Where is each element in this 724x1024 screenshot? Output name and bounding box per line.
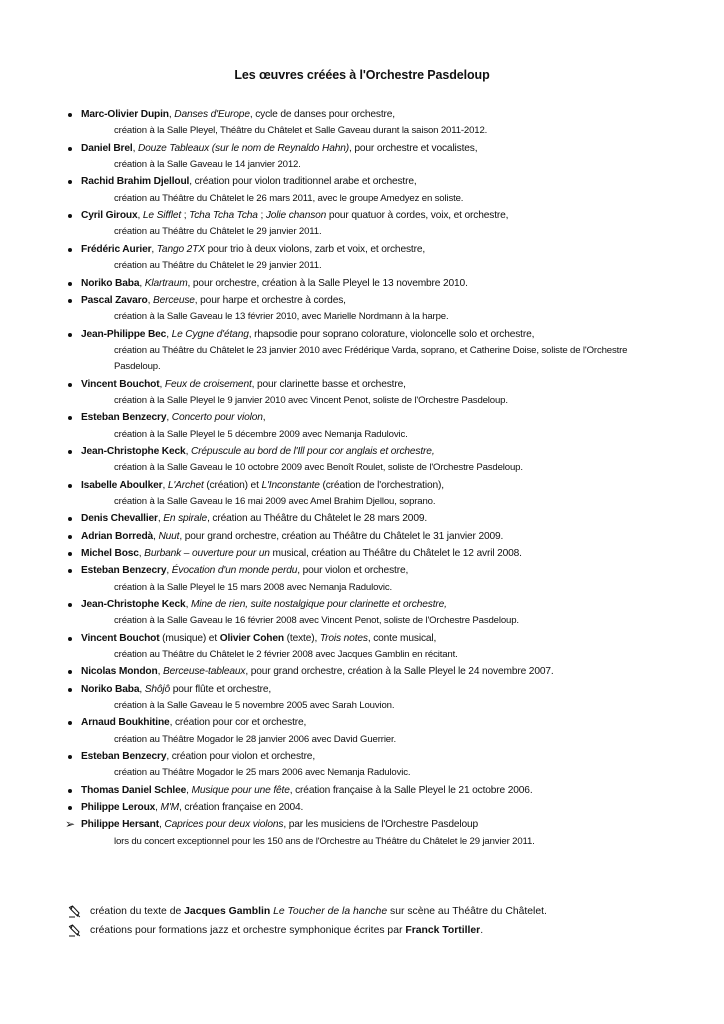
entry-detail: création au Théâtre Mogador le 25 mars 2006 avec Nemanja Radulovic. (114, 767, 411, 779)
work-title: Caprices pour deux violons (164, 819, 284, 831)
text-run: , pour violon et orchestre, (297, 565, 409, 577)
text-run: , (166, 328, 172, 340)
work-title: Le Toucher de la hanche (273, 906, 388, 917)
text-run: , (153, 530, 159, 542)
list-item (64, 714, 704, 748)
entry-heading (81, 106, 704, 123)
work-title: En spirale (163, 513, 208, 525)
footer-note (64, 902, 704, 921)
entry-detail: lors du concert exceptionnel pour les 150 ans de l'Orchestre au Théâtre du Châtelet le 29 janvier 2011. (114, 835, 535, 847)
entry-detail: création à la Salle Gaveau le 16 mai 2009 avec Amel Brahim Djellou, soprano. (114, 496, 436, 508)
text-run: , création pour violon et orchestre, (166, 751, 316, 763)
list-item (64, 748, 704, 782)
person-name: Jean-Philippe Bec (81, 328, 167, 340)
work-title: Shôjô (144, 683, 171, 695)
text-run: créations pour formations jazz et orchestre symphonique écrites par (90, 925, 406, 936)
person-name: Vincent Bouchot (81, 378, 160, 390)
work-title: Crépuscule au bord de l'Ill pour cor anglais et orchestre, (190, 446, 435, 458)
list-item (64, 799, 704, 816)
text-run: pour trio à deux violons, zarb et voix, et orchestre, (204, 243, 426, 255)
text-run: , (151, 243, 157, 255)
text-run: , (166, 412, 172, 424)
list-item (64, 528, 704, 545)
person-name: Olivier Cohen (219, 632, 284, 644)
footer-notes (64, 902, 704, 940)
person-name: Daniel Brel (81, 142, 133, 154)
text-run: , (157, 513, 164, 525)
list-item (64, 173, 704, 207)
person-name: Frédéric Aurier (81, 243, 152, 255)
entry-detail: création à la Salle Pleyel, Théâtre du Châtelet et Salle Gaveau durant la saison 2011-2012. (114, 125, 488, 137)
list-item (64, 292, 704, 326)
work-title: Tcha Tcha Tcha (189, 210, 258, 222)
text-run: , rhapsodie pour soprano colorature, violoncelle solo et orchestre, (248, 328, 535, 340)
text-run: ; (181, 210, 190, 222)
person-name: Jean-Christophe Keck (81, 599, 186, 611)
entry-heading (81, 545, 704, 562)
person-name: Esteban Benzecry (81, 565, 167, 577)
list-item (64, 409, 704, 443)
text-run: , (138, 548, 145, 560)
person-name: Franck Tortiller (405, 925, 481, 936)
list-item (64, 510, 704, 527)
text-run: (texte), (283, 632, 320, 644)
text-run: , (159, 819, 165, 831)
text-run: , (139, 683, 145, 695)
pen-icon (68, 924, 81, 937)
list-item (64, 663, 704, 680)
text-run: , pour clarinette basse et orchestre, (251, 378, 406, 390)
entry-detail: création au Théâtre du Châtelet le 23 janvier 2010 avec Frédérique Varda, soprano, et Catherine Doise, soliste de l'Orchestre Pasdeloup. (114, 344, 628, 373)
works-list (64, 106, 704, 850)
entry-heading (81, 596, 704, 613)
person-name: Cyril Giroux (81, 210, 138, 222)
text-run: , (137, 210, 143, 222)
work-title: Trois notes (319, 632, 368, 644)
entry-heading (81, 443, 704, 460)
person-name: Philippe Leroux (81, 802, 156, 814)
entry-heading (81, 714, 704, 731)
work-title: Berceuse-tableaux (162, 666, 246, 678)
entry-detail: création à la Salle Gaveau le 5 novembre 2005 avec Sarah Louvion. (114, 700, 395, 712)
work-title: M'M (160, 802, 180, 814)
list-item (64, 443, 704, 477)
entry-heading (81, 376, 704, 393)
text-run: , (147, 294, 153, 306)
list-item (64, 140, 704, 174)
text-run: , création française en 2004. (179, 802, 304, 814)
person-name: Denis Chevallier (81, 513, 158, 525)
text-run: , création française à la Salle Pleyel le 21 octobre 2006. (289, 784, 533, 796)
work-title: L'Archet (167, 479, 204, 491)
work-title: Évocation d'un monde perdu (171, 565, 298, 577)
footer-note (64, 921, 704, 940)
entry-heading (81, 173, 704, 190)
text-run: , conte musical, (367, 632, 437, 644)
text-run: , par les musiciens de l'Orchestre Pasdeloup (283, 819, 479, 831)
entry-detail: création à la Salle Pleyel le 9 janvier 2010 avec Vincent Penot, soliste de l'Orchestre Pasdeloup. (114, 394, 508, 406)
text-run: musical, création au Théâtre du Châtelet le 12 avril 2008. (269, 548, 522, 560)
text-run: , (186, 784, 192, 796)
work-title: Burbank – ouverture pour un (144, 548, 270, 560)
entry-heading (81, 510, 704, 527)
work-title: Feux de croisement (164, 378, 252, 390)
person-name: Philippe Hersant (81, 819, 159, 831)
entry-heading (81, 326, 704, 343)
entry-heading (81, 748, 704, 765)
entry-detail: création à la Salle Gaveau le 14 janvier 2012. (114, 159, 301, 170)
text-run: , (185, 599, 191, 611)
entry-heading (81, 292, 704, 309)
work-title: L'Inconstante (261, 479, 320, 491)
text-run: , pour grand orchestre, création au Théâtre du Châtelet le 31 janvier 2009. (179, 530, 504, 542)
text-run: , création pour cor et orchestre, (169, 717, 307, 729)
text-run: , (155, 802, 161, 814)
person-name: Isabelle Aboulker (81, 479, 163, 491)
list-item (64, 816, 704, 850)
text-run: sur scène au Théâtre du Châtelet. (387, 906, 547, 917)
text-run: . (480, 925, 484, 936)
work-title: Mine de rien, suite nostalgique pour clarinette et orchestre, (190, 599, 447, 611)
work-title: Le Sifflet (142, 210, 182, 222)
work-title: Le Cygne d'étang (171, 328, 249, 340)
entry-heading (81, 241, 704, 258)
entry-detail: création à la Salle Pleyel le 5 décembre 2009 avec Nemanja Radulovic. (114, 428, 408, 440)
entry-heading (81, 207, 704, 224)
entry-heading (81, 782, 704, 799)
text-run: ; (257, 210, 266, 222)
page-title: Les œuvres créées à l'Orchestre Pasdeloup (234, 68, 490, 82)
list-item (64, 275, 704, 292)
list-item (64, 376, 704, 410)
text-run: pour flûte et orchestre, (170, 683, 272, 695)
person-name: Esteban Benzecry (81, 412, 167, 424)
person-name: Marc-Olivier Dupin (81, 109, 169, 120)
text-run: , pour grand orchestre, création à la Salle Pleyel le 24 novembre 2007. (245, 666, 554, 678)
entry-heading (81, 477, 704, 494)
person-name: Adrian Borredà (81, 530, 154, 542)
work-title: Tango 2TX (156, 243, 205, 255)
arrow-bullet-icon: ➢ (65, 817, 75, 832)
text-run: pour quatuor à cordes, voix, et orchestre, (326, 210, 509, 222)
list-item (64, 477, 704, 511)
entry-detail: création au Théâtre du Châtelet le 29 janvier 2011. (114, 226, 322, 238)
list-item (64, 545, 704, 562)
text-run: , cycle de danses pour orchestre, (249, 109, 395, 120)
pen-icon (68, 905, 81, 918)
entry-heading (81, 409, 704, 426)
person-name: Jacques Gamblin (184, 906, 271, 917)
text-run: (création de l'orchestration), (319, 479, 444, 491)
person-name: Arnaud Boukhitine (81, 717, 170, 729)
list-item (64, 241, 704, 275)
entry-heading (81, 528, 704, 545)
person-name: Nicolas Mondon (81, 666, 158, 678)
text-run: , (132, 142, 138, 154)
person-name: Vincent Bouchot (81, 632, 160, 644)
entry-heading (81, 140, 704, 157)
text-run: , (162, 479, 168, 491)
work-title: Berceuse (152, 294, 195, 306)
work-title: Nuut (158, 530, 180, 542)
work-title: Danses d'Europe (174, 109, 250, 120)
list-item (64, 562, 704, 596)
text-run: , (168, 109, 175, 120)
text-run: , création au Théâtre du Châtelet le 28 mars 2009. (207, 513, 428, 525)
work-title: Concerto pour violon (171, 412, 263, 424)
entry-detail: création à la Salle Pleyel le 15 mars 2008 avec Nemanja Radulovic. (114, 581, 393, 593)
entry-detail: création au Théâtre Mogador le 28 janvier 2006 avec David Guerrier. (114, 733, 397, 745)
text-run: , pour harpe et orchestre à cordes, (194, 294, 346, 306)
person-name: Noriko Baba (81, 277, 140, 289)
list-item (64, 630, 704, 664)
text-run: création du texte de (90, 906, 185, 917)
entry-heading (81, 816, 704, 833)
text-run: , (139, 277, 145, 289)
work-title: Douze Tableaux (sur le nom de Reynaldo Hahn) (137, 142, 350, 154)
text-run: , (157, 666, 163, 678)
list-item (64, 106, 704, 140)
entry-heading (81, 799, 704, 816)
entry-heading (81, 663, 704, 680)
list-item (64, 782, 704, 799)
entry-detail: création à la Salle Gaveau le 13 février 2010, avec Marielle Nordmann à la harpe. (114, 311, 449, 323)
text-run: , (185, 446, 191, 458)
text-run: , pour orchestre et vocalistes, (349, 142, 478, 154)
entry-detail: création au Théâtre du Châtelet le 29 janvier 2011. (114, 260, 322, 272)
list-item (64, 326, 704, 376)
work-title: Jolie chanson (265, 210, 327, 222)
person-name: Esteban Benzecry (81, 751, 167, 763)
person-name: Pascal Zavaro (81, 294, 148, 306)
list-item (64, 596, 704, 630)
person-name: Rachid Brahim Djelloul (81, 176, 190, 188)
entry-heading (81, 681, 704, 698)
work-title: Musique pour une fête (191, 784, 290, 796)
text-run: , (166, 565, 172, 577)
text-run: (création) et (203, 479, 262, 491)
list-item (64, 207, 704, 241)
entry-heading (81, 562, 704, 579)
person-name: Thomas Daniel Schlee (81, 784, 187, 796)
person-name: Michel Bosc (81, 548, 139, 560)
entry-detail: création au Théâtre du Châtelet le 26 mars 2011, avec le groupe Amedyez en soliste. (114, 192, 464, 204)
text-run: , création pour violon traditionnel arabe et orchestre, (189, 176, 417, 188)
person-name: Jean-Christophe Keck (81, 446, 186, 458)
entry-heading (81, 630, 704, 647)
text-run: , (159, 378, 165, 390)
entry-detail: création à la Salle Gaveau le 16 février 2008 avec Vincent Penot, soliste de l'Orchestre Pasdeloup. (114, 615, 519, 627)
person-name: Noriko Baba (81, 683, 140, 695)
entry-heading (81, 275, 704, 292)
text-run: , pour orchestre, création à la Salle Pleyel le 13 novembre 2010. (187, 277, 468, 289)
list-item (64, 681, 704, 715)
work-title: Klartraum (144, 277, 188, 289)
entry-detail: création à la Salle Gaveau le 10 octobre 2009 avec Benoît Roulet, soliste de l'Orchestre Pasdeloup. (114, 462, 523, 474)
entry-detail: création au Théâtre du Châtelet le 2 février 2008 avec Jacques Gamblin en récitant. (114, 649, 458, 661)
text-run: , (262, 412, 266, 424)
text-run: (musique) et (159, 632, 220, 644)
